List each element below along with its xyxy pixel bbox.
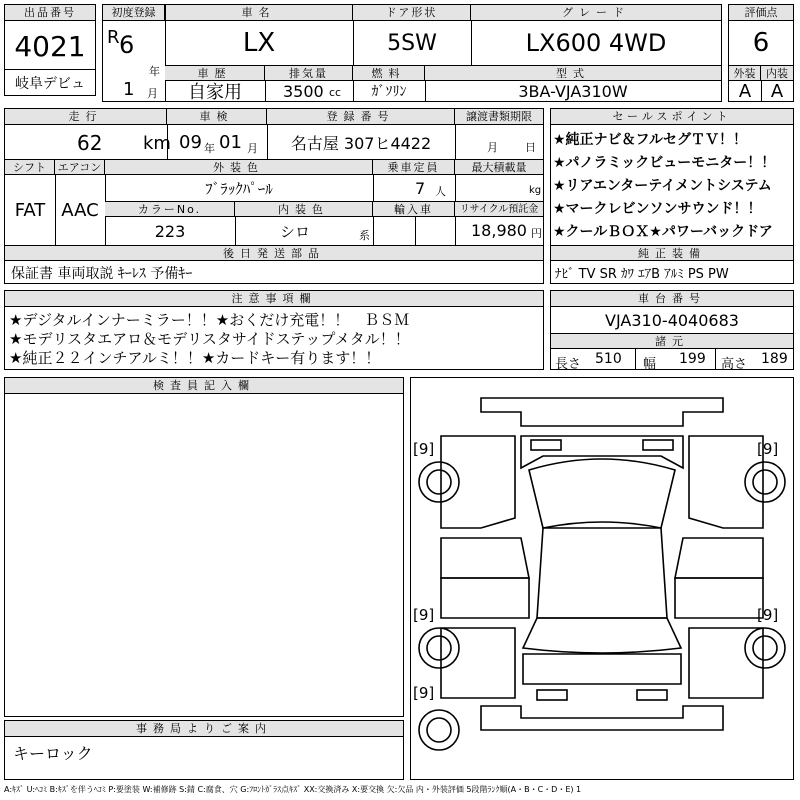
score-value: 6 [752, 28, 770, 58]
max-load-unit: kg [529, 185, 542, 196]
aircon-label: エアコン [55, 159, 105, 175]
lot-box [4, 4, 96, 96]
width-label: 幅 [643, 357, 657, 372]
sales-point-item: ★純正ナビ＆フルセグＴＶ！！ [553, 132, 747, 148]
door-label: ドア形状 [353, 5, 471, 21]
capacity-value: 7 [415, 179, 426, 198]
note-line: ★純正２２インチアルミ！！★カードキー有ります！！ [9, 349, 381, 367]
registration-label: 登録番号 [267, 109, 455, 125]
note-line: ★デジタルインナーミラー！！★おくだけ充電！！ ＢＳＭ [9, 311, 410, 329]
color-value: ﾌﾞﾗｯｸﾊﾟｰﾙ [205, 179, 273, 198]
displacement-label: 排気量 [265, 65, 353, 81]
details-box [4, 108, 544, 284]
score-label: 評価点 [729, 5, 793, 21]
sales-point-item: ★リアエンターテイメントシステム [553, 178, 772, 194]
tire-mark-front-right: [9] [757, 440, 779, 458]
first-reg-month-unit: 月 [147, 87, 158, 100]
vehicle-main-box [102, 4, 722, 102]
car-name-value: LX [242, 28, 276, 58]
car-name-label: 車名 [165, 5, 353, 21]
mileage-unit: km [143, 133, 171, 154]
import-label: 輸入車 [373, 201, 455, 217]
tire-mark-rear-left: [9] [413, 606, 435, 624]
first-reg-month: 1 [123, 79, 135, 100]
venue-name: 岐阜デビュ [15, 75, 85, 92]
door-value: 5SW [387, 30, 437, 56]
capacity-label: 乗車定員 [373, 159, 455, 175]
interior-color-unit: 系 [359, 229, 370, 242]
lot-number: 4021 [14, 29, 86, 63]
interior-color-label: 内装色 [235, 201, 373, 217]
later-parts-label: 後日発送部品 [5, 245, 543, 261]
sales-point-item: ★マークレビンソンサウンド！！ [553, 201, 762, 217]
office-label: 事務局よりご案内 [5, 721, 403, 737]
mileage-value: 62 [77, 131, 103, 155]
first-reg-year: 6 [119, 31, 135, 59]
dimensions-label: 諸元 [551, 333, 793, 349]
inspection-label: 車検 [167, 109, 267, 125]
first-reg-label: 初度登録 [103, 5, 165, 21]
exterior-grade-label: 外装 [729, 65, 761, 81]
sales-point-item: ★クールＢＯＸ★パワーバックドア [553, 224, 773, 240]
model-value: 3BA-VJA310W [518, 81, 628, 101]
sales-point-item: ★パノラミックビューモニター！！ [553, 155, 776, 171]
score-box [728, 4, 794, 102]
length-label: 長さ [555, 357, 582, 372]
displacement-value: 3500 [283, 82, 324, 101]
notes-box [4, 290, 544, 370]
office-value: キーロック [13, 744, 93, 763]
height-label: 高さ [721, 357, 748, 372]
interior-grade-value: A [770, 80, 784, 102]
tire-mark-front-left: [9] [413, 440, 435, 458]
note-line: ★モデリスタエアロ＆モデリスタサイドステップメタル！！ [9, 330, 410, 348]
chassis-value: VJA310-4040683 [605, 310, 739, 330]
registration-value: 名古屋 307ヒ4422 [290, 133, 432, 153]
fuel-value: ｶﾞｿﾘﾝ [371, 84, 407, 100]
exterior-grade-value: A [738, 80, 752, 102]
inspection-month-unit: 月 [247, 142, 258, 155]
legend-text: A:ｷｽﾞ U:ﾍｺﾐ B:ｷｽﾞを伴うﾍｺﾐ P:要塗装 W:補修跡 S:錆 C:腐食、穴 G:ﾌﾛﾝﾄｶﾞﾗｽ点ｷｽﾞ XX:交換済み X:要交換 欠:欠品 内・外装評価 5段階ﾗﾝｸ順(A・B・C・D・E) 1 [4, 785, 582, 794]
capacity-unit: 人 [435, 185, 446, 198]
model-label: 型式 [425, 65, 721, 81]
color-label: 外装色 [105, 159, 373, 175]
car-diagram [410, 377, 794, 780]
transfer-day-unit: 日 [525, 141, 536, 154]
later-parts-value: 保証書 車両取説 ｷｰﾚｽ 予備ｷｰ [11, 266, 193, 282]
first-reg-era: R [107, 27, 120, 48]
mileage-label: 走行 [5, 109, 167, 125]
history-value: 自家用 [188, 82, 242, 103]
sales-points-label: セールスポイント [551, 109, 793, 125]
wheel-icons [419, 462, 785, 750]
transfer-month-unit: 月 [487, 141, 498, 154]
office-box [4, 720, 404, 780]
equipment-label: 純正装備 [551, 245, 793, 261]
interior-grade-label: 内装 [761, 65, 793, 81]
recycle-unit: 円 [531, 227, 542, 240]
recycle-label: リサイクル預託金 [455, 201, 543, 217]
chassis-box [550, 290, 794, 370]
notes-label: 注意事項欄 [5, 291, 543, 307]
equipment-value: ﾅﾋﾞ TV SR ｶﾜ ｴｱB ｱﾙﾐ PS PW [555, 267, 729, 282]
lot-label: 出品番号 [5, 5, 95, 21]
car-diagram-drawing [411, 378, 793, 779]
interior-color-value: シロ [279, 222, 310, 241]
chassis-label: 車台番号 [551, 291, 793, 307]
displacement-unit: cc [329, 86, 342, 99]
fuel-label: 燃料 [353, 65, 425, 81]
transfer-label: 譲渡書類期限 [455, 109, 543, 125]
tire-mark-spare: [9] [413, 684, 435, 702]
grade-value: LX600 4WD [525, 29, 667, 57]
tire-mark-rear-right: [9] [757, 606, 779, 624]
inspection-year: 09 [179, 132, 202, 153]
color-no-label: カラーNo. [105, 201, 235, 217]
height-value: 189 [761, 351, 788, 367]
inspector-label: 検査員記入欄 [5, 378, 403, 394]
shift-label: シフト [5, 159, 55, 175]
shift-value: FAT [14, 199, 46, 221]
length-value: 510 [595, 351, 622, 367]
inspection-month: 01 [219, 132, 242, 153]
recycle-value: 18,980 [471, 221, 527, 240]
width-value: 199 [679, 351, 706, 367]
max-load-label: 最大積載量 [455, 159, 543, 175]
history-label: 車歴 [165, 65, 265, 81]
aircon-value: AAC [61, 199, 99, 221]
inspector-box [4, 377, 404, 717]
sales-points-box [550, 108, 794, 284]
grade-label: グレード [471, 5, 721, 21]
inspection-year-unit: 年 [204, 142, 215, 155]
color-no-value: 223 [154, 221, 186, 241]
first-reg-year-unit: 年 [149, 65, 160, 78]
